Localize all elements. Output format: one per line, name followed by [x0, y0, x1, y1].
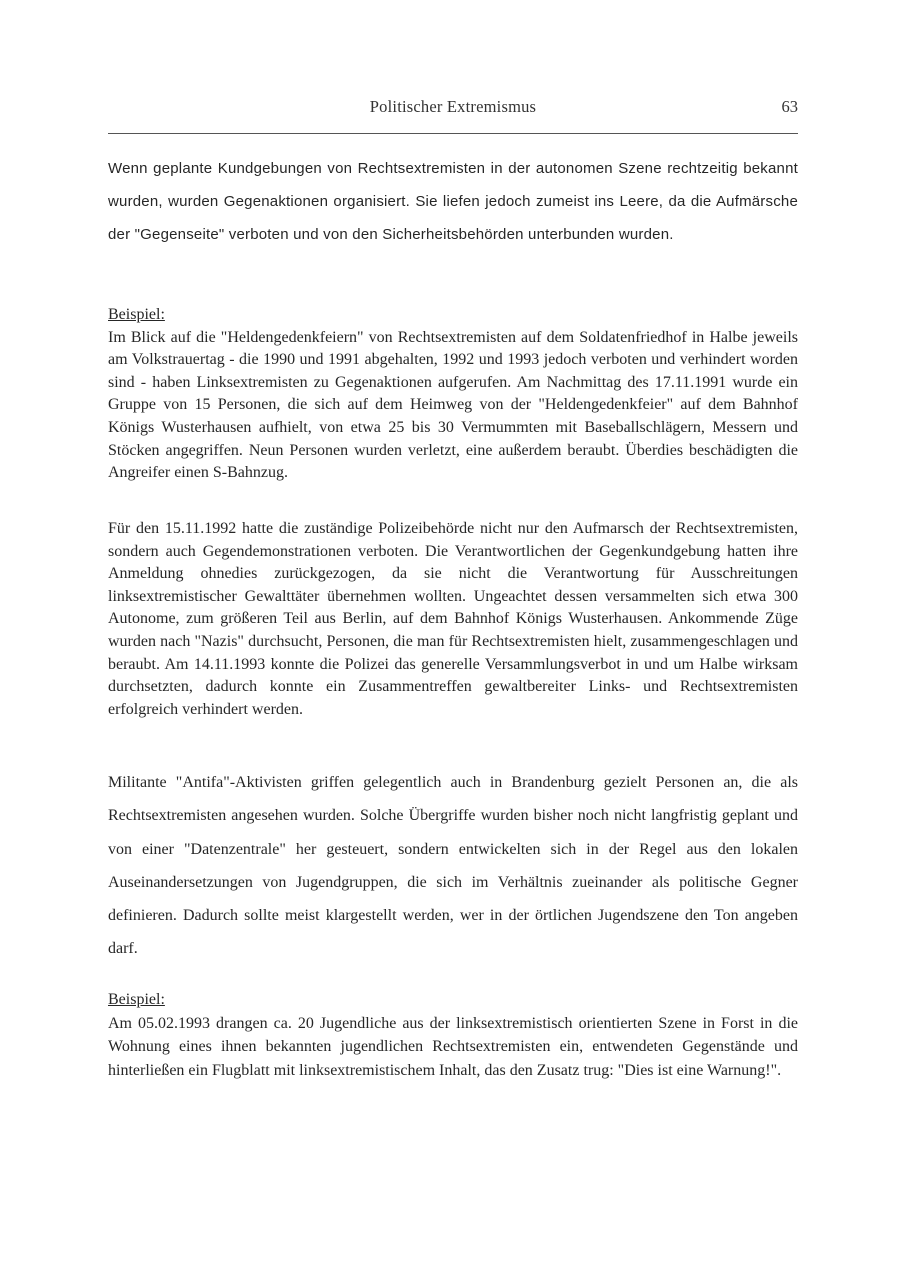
paragraph-counter-actions: Wenn geplante Kundgebungen von Rechtsextremisten in der autonomen Szene rechtzeitig bekannt wurden, wurden Gegenaktionen organisiert. Sie liefen jedoch zumeist ins Leere, da die Aufmärsche der "Gegenseite" verboten und von den Sicherheitsbehörden unterbunden wurden.	[108, 160, 798, 243]
example-halbe	[108, 304, 798, 485]
example-forst	[108, 988, 798, 1082]
example-label: Beispiel:	[108, 991, 165, 1008]
header-divider	[108, 133, 798, 134]
example-text: Im Blick auf die "Heldengedenkfeiern" von Rechtsextremisten auf dem Soldatenfriedhof in Halbe jeweils am Volkstrauertag - die 1990 und 1991 abgehalten, 1992 und 1993 jedoch verboten und verhindert worden sind - haben Linksextremisten zu Gegenaktionen aufgerufen. Am Nachmittag des 17.11.1991 wurde ein Gruppe von 15 Personen, die sich auf dem Heimweg von der "Heldengedenkfeier" auf dem Bahnhof Königs Wusterhausen aufhielt, von etwa 25 bis 30 Vermummten mit Baseballschlägern, Messern und Stöcken angegriffen. Neun Personen wurden verletzt, eine außerdem beraubt. Überdies beschädigten die Angreifer einen S-Bahnzug.	[108, 328, 798, 482]
running-header	[108, 97, 798, 121]
paragraph-halbe-1992-1993: Für den 15.11.1992 hatte die zuständige Polizeibehörde nicht nur den Aufmarsch der Rechtsextremisten, sondern auch Gegendemonstrationen verboten. Die Verantwortlichen der Gegenkundgebung hatten ihre Anmeldung ohnedies zurückgezogen, da sie nicht die Verantwortung für Ausschreitungen linksextremistischer Gewalttäter übernehmen wollten. Ungeachtet dessen versammelten sich etwa 300 Autonome, zum größeren Teil aus Berlin, auf dem Bahnhof Königs Wusterhausen. Ankommende Züge wurden nach "Nazis" durchsucht, Personen, die man für Rechtsextremisten hielt, zusammengeschlagen und beraubt. Am 14.11.1993 konnte die Polizei das generelle Versammlungsverbot in und um Halbe wirksam durchsetzten, dadurch konnte ein Zusammentreffen gewaltbereiter Links- und Rechtsextremisten erfolgreich verhindert werden.	[108, 520, 798, 718]
paragraph-antifa-activists: Militante "Antifa"-Aktivisten griffen gelegentlich auch in Brandenburg gezielt Personen an, die als Rechtsextremisten angesehen wurden. Solche Übergriffe wurden bisher noch nicht langfristig geplant und von einer "Datenzentrale" her gesteuert, sondern entwickelten sich in der Regel aus den lokalen Auseinandersetzungen von Jugendgruppen, die sich im Verhältnis zueinander als politische Gegner definieren. Dadurch sollte meist klargestellt werden, wer in der örtlichen Jugendszene den Ton angeben darf.	[108, 774, 798, 958]
example-label: Beispiel:	[108, 306, 165, 323]
page-number: 63	[781, 97, 798, 116]
example-text: Am 05.02.1993 drangen ca. 20 Jugendliche aus der linksextremistisch orientierten Szene in Forst in die Wohnung eines ihnen bekannten jugendlichen Rechtsextremisten ein, entwendeten Gegenstände und hinterließen ein Flugblatt mit linksextremistischem Inhalt, das den Zusatz trug: "Dies ist eine Warnung!".	[108, 1014, 798, 1079]
header-title: Politischer Extremismus	[369, 97, 537, 116]
